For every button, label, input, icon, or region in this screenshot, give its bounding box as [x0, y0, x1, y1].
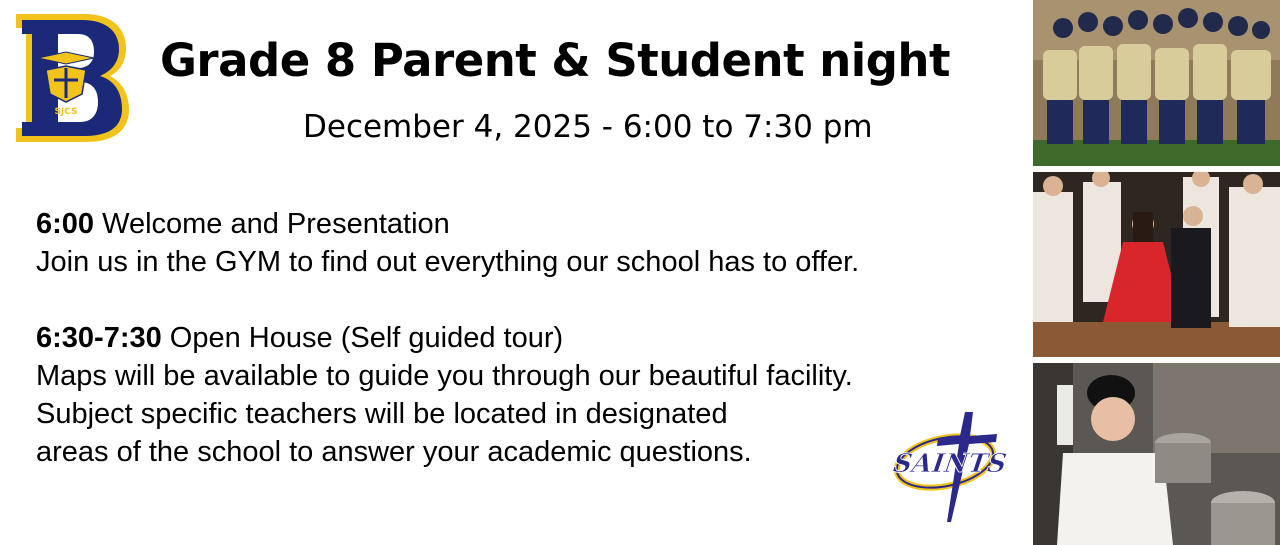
schedule-item-heading — [36, 319, 996, 357]
schedule-heading-text: Open House (Self guided tour) — [161, 322, 564, 354]
schedule-line: Subject specific teachers will be located in designated — [36, 398, 728, 430]
schedule-line: areas of the school to answer your academic questions. — [36, 436, 752, 468]
page-title: Grade 8 Parent & Student night — [160, 34, 950, 87]
culinary-class-photo — [1033, 363, 1280, 545]
football-team-photo — [1033, 0, 1280, 166]
school-initials-text: SJCS — [54, 107, 78, 117]
saints-wordmark: SAINTS — [893, 448, 1008, 479]
schedule-heading-text: Welcome and Presentation — [94, 208, 450, 240]
schedule-time: 6:00 — [36, 208, 95, 240]
schedule-line: Join us in the GYM to find out everything our school has to offer. — [36, 246, 860, 278]
school-b-logo — [14, 12, 130, 144]
schedule-item-heading — [36, 205, 996, 243]
schedule-time: 6:30-7:30 — [36, 322, 162, 354]
event-date: December 4, 2025 - 6:00 to 7:30 pm — [303, 109, 873, 145]
saints-logo — [893, 410, 1008, 525]
schedule — [36, 205, 996, 471]
theatre-performance-photo — [1033, 172, 1280, 357]
schedule-line: Maps will be available to guide you through our beautiful facility. — [36, 360, 853, 392]
